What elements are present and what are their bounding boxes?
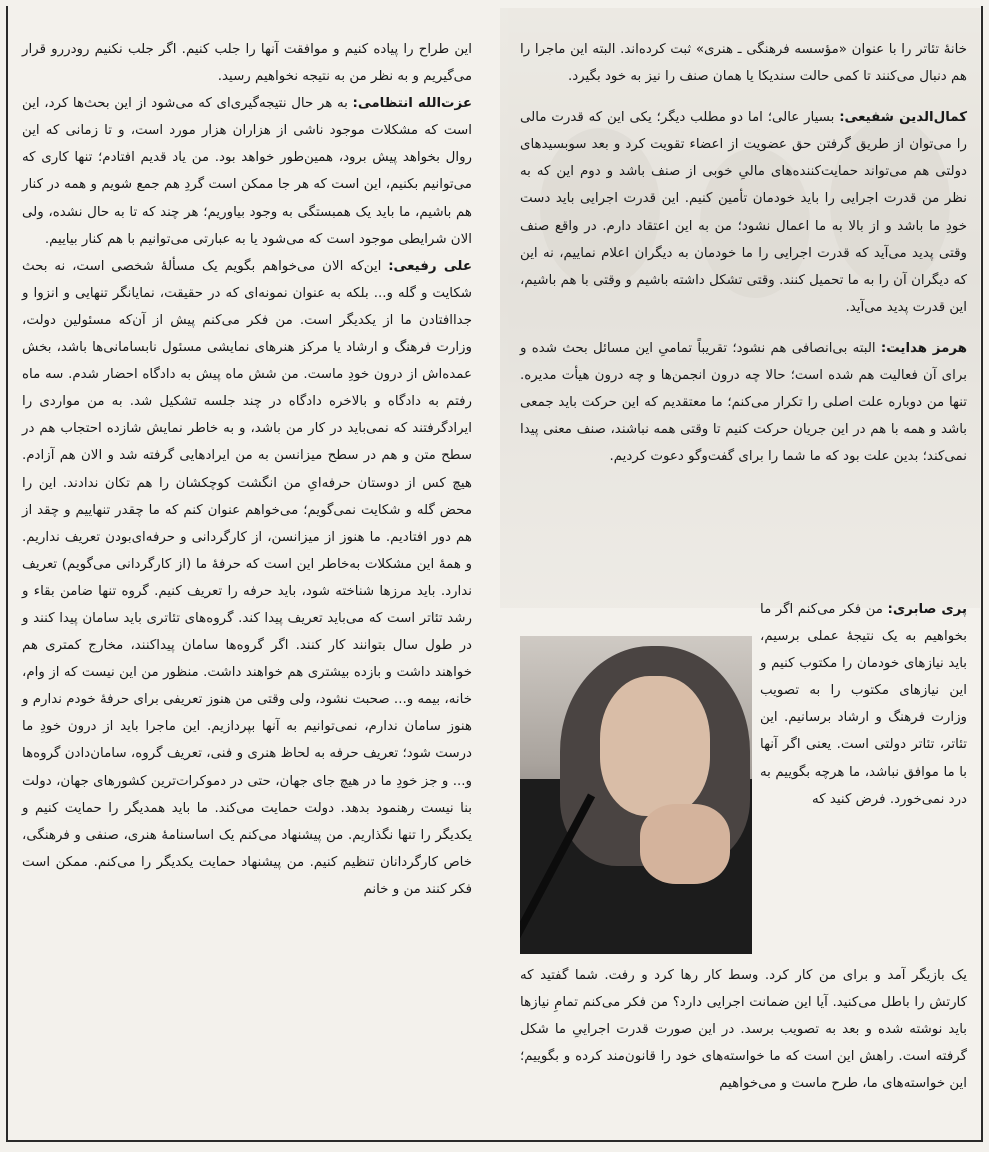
paragraph: عزت‌الله انتظامی: به هر حال نتیجه‌گیری‌ای که می‌شود از این بحث‌ها کرد، این است که مشکلات موجود ناشی از هزاران هزار مورد است، و تا زمانی که این روال بخواهد پیش برود، همین‌طور خواهد بود. من یاد قدیم افتادم؛ تنها کاری که می‌توانیم بکنیم، این است که هر جا ممکن است گردِ هم جمع شویم و همه در کنار هم باشیم، ما باید یک همبستگی به وجود بیاوریم؛ هر چند که تا به حال نشده، ولی الان شرایطی موجود است که می‌شود یا به عبارتی می‌توانیم با هم کنار بیاییم. xyxy=(22,96,472,247)
paragraph: این طراح را پیاده کنیم و موافقت آنها را جلب کنیم. اگر جلب نکنیم رودررو قرار می‌گیریم و به نظر من به نتیجه نخواهیم رسید. xyxy=(22,42,472,85)
paragraph: خانهٔ تئاتر را با عنوان «مؤسسه فرهنگی ـ هنری» ثبت کرده‌اند. البته این ماجرا را هم دنبال می‌کنند تا کمی حالت سندیکا یا همان صنف را نیز به خود بگیرد. xyxy=(520,42,967,85)
photo-side-text: پری صابری: من فکر می‌کنم اگر ما بخواهیم به یک نتیجهٔ عملی برسیم، باید نیازهای خودمان را مکتوب کنیم و این نیازهای مکتوب را به تصویب وزارت فرهنگ و ارشاد برسانیم. این تئاتر، تئاتر دولتی است. یعنی اگر آنها با ما موافق نباشد، ما هرچه بگوییم به درد نمی‌خورد. فرض کنید که xyxy=(760,602,967,807)
left-column xyxy=(22,36,472,903)
right-column xyxy=(520,36,967,470)
paragraph: هرمز هدایت: البته بی‌انصافی هم نشود؛ تقریباً تمامیِ این مسائل بحث شده و برای آن فعالیت هم شده است؛ حالا چه درون انجمن‌ها و چه درون هیأت مدیره. تنها من دوباره علت اصلی را تکرار می‌کنم؛ ما معتقدیم که این حرکت باید جمعی باشد و همه با هم در این جریان حرکت کنیم تا وقتی همه نباشند، صنف معنی پیدا نمی‌کند؛ بدین علت بود که ما شما را برای گفت‌وگو دعوت کردیم. xyxy=(520,340,967,465)
paragraph: علی رفیعی: این‌که الان می‌خواهم بگویم یک مسألهٔ شخصی است، نه بحث شکایت و گله و... بلکه به عنوان نمونه‌ای که در حقیقت، نمایانگر تنهایی و انزوا و جداافتادن ما از یکدیگر است. من فکر می‌کنم پیش از آن‌که مسئولین دولت، وزارت فرهنگ و ارشاد یا مرکز هنرهای نمایشی مسئول نابسامانی‌ها باشد، بخش عمده‌اش از درون خودِ ماست. من شش ماه پیش به دادگاه احضار شدم. سه ماه رفتم به دادگاه و بالاخره دادگاه در چند جلسه تشکیل شد. به من مواردی را ایرادگرفتند که نمی‌باید در کار من باشد، و به خاطر نمایش شازده احتجاب هم در سطح متن و هم در سطح میزانسن به من ایرادهایی گرفته شد و الان هم آزادم. هیچ کس از دوستان حرفه‌ایِ من انگشت کوچکشان را هم تکان ندادند. این را محض گله و شکایت نمی‌گویم؛ می‌خواهم عنوان کنم که ما چقدر تنهاییم و چقد از هم دور افتادیم. ما هنوز از میزانسن، از کارگردانی و حرفه‌ای‌بودن تعریف نداریم. و همهٔ این مشکلات به‌خاطر این است که حرفهٔ ما (از کارگردانی می‌گویم) تعریف ندارد. باید مرزها شناخته شود، باید حرفه را تعریف کنیم. گروه تنها ضامن بقاء و رشد تئاتر است که می‌باید تعریف پیدا کند. گروه‌های تئاتری باید سامان پیدا کنند و در طول سال بتوانند کار کنند. اگر گروه‌ها سامان پیداکنند، مخارج کمتری هم خواهند داشت و بازده بیشتری هم خواهند داشت. منظور من این نیست که از وام، خانه، بیمه و... صحبت نشود، ولی وقتی من هنوز تعریفی برای حرفهٔ خودم ندارم و هنوز سامان ندارم، نمی‌توانیم به آنها بپردازیم. این ماجرا باید از درون خودِ ما درست شود؛ تعریف حرفه به لحاظ هنری و فنی، تعریف گروه، سامان‌دادن گروه‌ها و... و جز خودِ ما در هیچ جای جهان، حتی در دموکرات‌ترین کشورهای جهان، دولت بنا نیست رهنمود بدهد. دولت حمایت می‌کند. ما باید همدیگر را حمایت کنیم و یکدیگر را تنها نگذاریم. من پیشنهاد می‌کنم یک اساسنامهٔ هنری، صنفی و فرهنگی، خاص کارگردانان تنظیم کنیم. من پیشنهاد حمایت یکدیگر را می‌کنم. ممکن است فکر کنند من و خانم xyxy=(22,258,472,897)
speaker-photo xyxy=(520,636,752,954)
speaker-name: کمال‌الدین شفیعی: xyxy=(839,110,967,126)
bottom-right-text: یک بازیگر آمد و برای من کار کرد. وسط کار رها کرد و رفت. شما گفتید که کارتش را باطل می‌کنید. آیا این ضمانت اجرایی دارد؟ من فکر می‌کنم تمامِ نیازها باید نوشته شده و بعد به تصویب برسد. در این صورت قدرت اجراییِ ما شکل گرفته است. راهش این است که ما خواسته‌های خود را قانون‌مند کرده و بگوییم؛ این خواسته‌های ما، طرح ماست و می‌خواهیم xyxy=(520,968,967,1092)
speaker-name: عزت‌الله انتظامی: xyxy=(352,96,472,112)
speaker-name: علی رفیعی: xyxy=(388,258,472,274)
speaker-name: هرمز هدایت: xyxy=(880,340,967,356)
speaker-name: پری صابری: xyxy=(887,602,967,617)
paragraph: کمال‌الدین شفیعی: بسیار عالی؛ اما دو مطلب دیگر؛ یکی این که قدرت مالی را می‌توان از طریق گرفتن حق عضویت از اعضاء تقویت کرد و بعد سوبسیدهای دولتی هم می‌تواند حمایت‌کننده‌های مالیِ خوبی از صنف باشد و دوم این که به نظر من قدرت اجرایی را باید خودمان تأمین کنیم. این قدرت اجرایی باید دست خودِ ما باشد و از بالا به ما اعمال نشود؛ من به این اعتقاد دارم. در واقع صنف وقتی پدید می‌آید که قدرت اجرایی را ما خودمان به دیگران اعلام نماییم، نه این که دیگران آن را به ما تحمیل کنند. وقتی تشکل داشته باشیم و وقتی با هم باشیم، این قدرت پدید می‌آید. xyxy=(520,110,967,315)
